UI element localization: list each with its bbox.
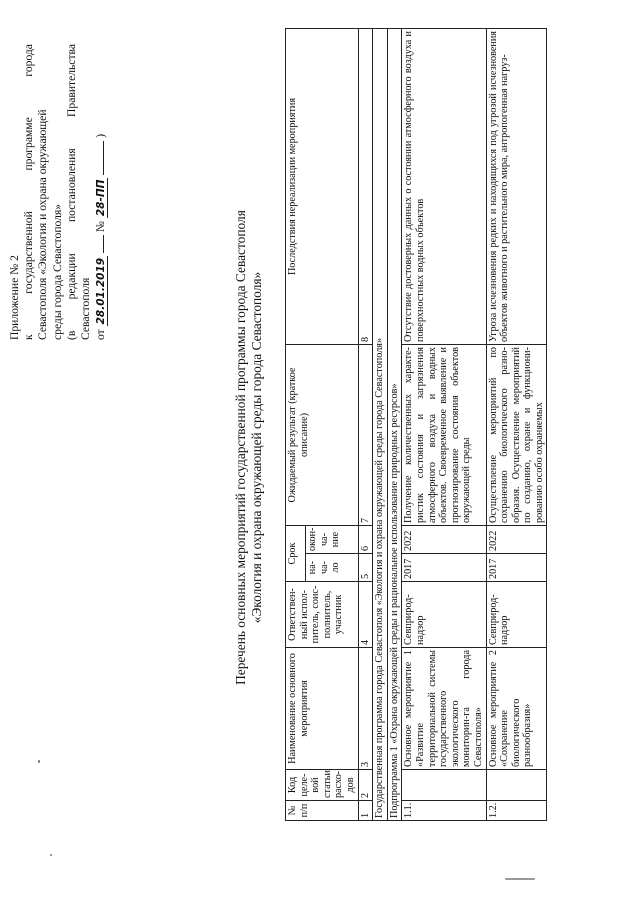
blank-underline bbox=[93, 141, 104, 175]
column-number: 3 bbox=[358, 648, 373, 770]
column-number: 2 bbox=[358, 770, 373, 801]
row-end: 2022 bbox=[402, 526, 486, 554]
header-consequences: Последствия нереализации мероприятия bbox=[286, 29, 359, 345]
appendix-header bbox=[8, 44, 107, 340]
appendix-word: (в bbox=[64, 330, 78, 340]
appendix-word: к bbox=[22, 334, 36, 340]
header-end: окон-ча-ние bbox=[306, 526, 358, 554]
row-num: 1.2. bbox=[486, 801, 547, 821]
subprogram-row bbox=[387, 29, 402, 821]
appendix-number: Приложение № 2 bbox=[8, 255, 21, 340]
row-consequences: Угроза исчезновения редких и находящихся под угрозой исчезновения объектов животного и растительного мира, антропогенная нагруз- bbox=[486, 29, 547, 345]
number-label: № bbox=[94, 221, 108, 233]
measures-table bbox=[285, 29, 547, 821]
header-start: на-ча-ло bbox=[306, 554, 358, 582]
column-number: 5 bbox=[358, 554, 373, 582]
header-code: Код целе-вой статьи расхо-дов bbox=[286, 770, 359, 801]
table-row bbox=[402, 29, 486, 821]
header-num: № п/п bbox=[286, 801, 359, 821]
subprogram-title: Подпрограмма 1 «Охрана окружающей среды и рациональное использование природных ресурсов» bbox=[387, 29, 402, 821]
appendix-word: города bbox=[22, 44, 36, 77]
appendix-date-line bbox=[93, 44, 107, 340]
column-number: 6 bbox=[358, 526, 373, 554]
appendix-line-1 bbox=[22, 44, 36, 340]
row-code bbox=[402, 770, 486, 801]
column-number: 4 bbox=[358, 582, 373, 648]
row-result: Осуществление мероприятий по сохранению биологического разно-образия. Осуществление мероприятий по созданию, охране и функциони-рованию особо охраняемых bbox=[486, 345, 547, 526]
header-row bbox=[286, 29, 306, 821]
row-consequences: Отсутствие достоверных данных о состоянии атмосферного воздуха и поверхностных водных объектов bbox=[402, 29, 486, 345]
handwritten-date: 28.01.2019 bbox=[95, 257, 108, 325]
document-title bbox=[233, 160, 265, 735]
appendix-word: Правительства bbox=[64, 44, 78, 117]
appendix-word: государственной bbox=[22, 211, 36, 294]
row-start: 2017 bbox=[486, 554, 547, 582]
date-prefix: от bbox=[94, 329, 108, 340]
appendix-word: постановления bbox=[64, 148, 78, 223]
row-name: Основное мероприятие 2 «Сохранение биологического разнообразия» bbox=[486, 648, 547, 770]
scan-speck bbox=[50, 854, 52, 856]
program-title: Государственная программа города Севастополя «Экология и охрана окружающей среды города Севастополя» bbox=[373, 29, 388, 821]
row-end: 2022 bbox=[486, 526, 547, 554]
appendix-word: редакции bbox=[64, 253, 78, 300]
appendix-line-4 bbox=[65, 44, 79, 340]
header-name: Наименование основного мероприятия bbox=[286, 648, 359, 770]
row-result: Получение количественных характе-ристик состояния и загрязнения атмосферного воздуха и водных объектов. Своевременное выявление и прогнозирование состояния объектов окружающей среды bbox=[402, 345, 486, 526]
row-responsible: Севприрод-надзор bbox=[486, 582, 547, 648]
row-start: 2017 bbox=[402, 554, 486, 582]
title-line-2: «Экология и охрана окружающей среды города Севастополя» bbox=[249, 271, 264, 624]
column-number: 8 bbox=[358, 29, 373, 345]
row-code bbox=[486, 770, 547, 801]
scan-speck bbox=[38, 760, 40, 763]
title-line-1: Перечень основных мероприятий государственной программы города Севастополя bbox=[233, 210, 248, 685]
header-term: Срок bbox=[286, 526, 306, 582]
handwritten-number: 28-ПП bbox=[95, 179, 108, 217]
header-result: Ожидаемый результат (краткое описание) bbox=[286, 345, 359, 526]
table-row bbox=[486, 29, 547, 821]
appendix-line-3: среды города Севастополя» bbox=[50, 203, 64, 340]
scan-speck bbox=[505, 878, 535, 880]
column-number-row bbox=[358, 29, 373, 821]
blank-underline bbox=[93, 235, 104, 253]
column-number: 1 bbox=[358, 801, 373, 821]
row-name: Основное мероприятие 1 «Развитие территориальной системы государственного экологического мониторин-га города Севастополя» bbox=[402, 648, 486, 770]
row-responsible: Севприрод-надзор bbox=[402, 582, 486, 648]
appendix-word: программе bbox=[22, 117, 36, 171]
appendix-line-2: Севастополя «Экология и охрана окружающей bbox=[36, 109, 50, 340]
closing-parenthesis: ) bbox=[94, 133, 108, 138]
header-responsible: Ответствен-ный испол-питель, соис-полнитель, участник bbox=[286, 582, 359, 648]
column-number: 7 bbox=[358, 345, 373, 526]
program-row bbox=[373, 29, 388, 821]
row-num: 1.1. bbox=[402, 801, 486, 821]
appendix-line-5: Севастополя bbox=[78, 277, 92, 340]
